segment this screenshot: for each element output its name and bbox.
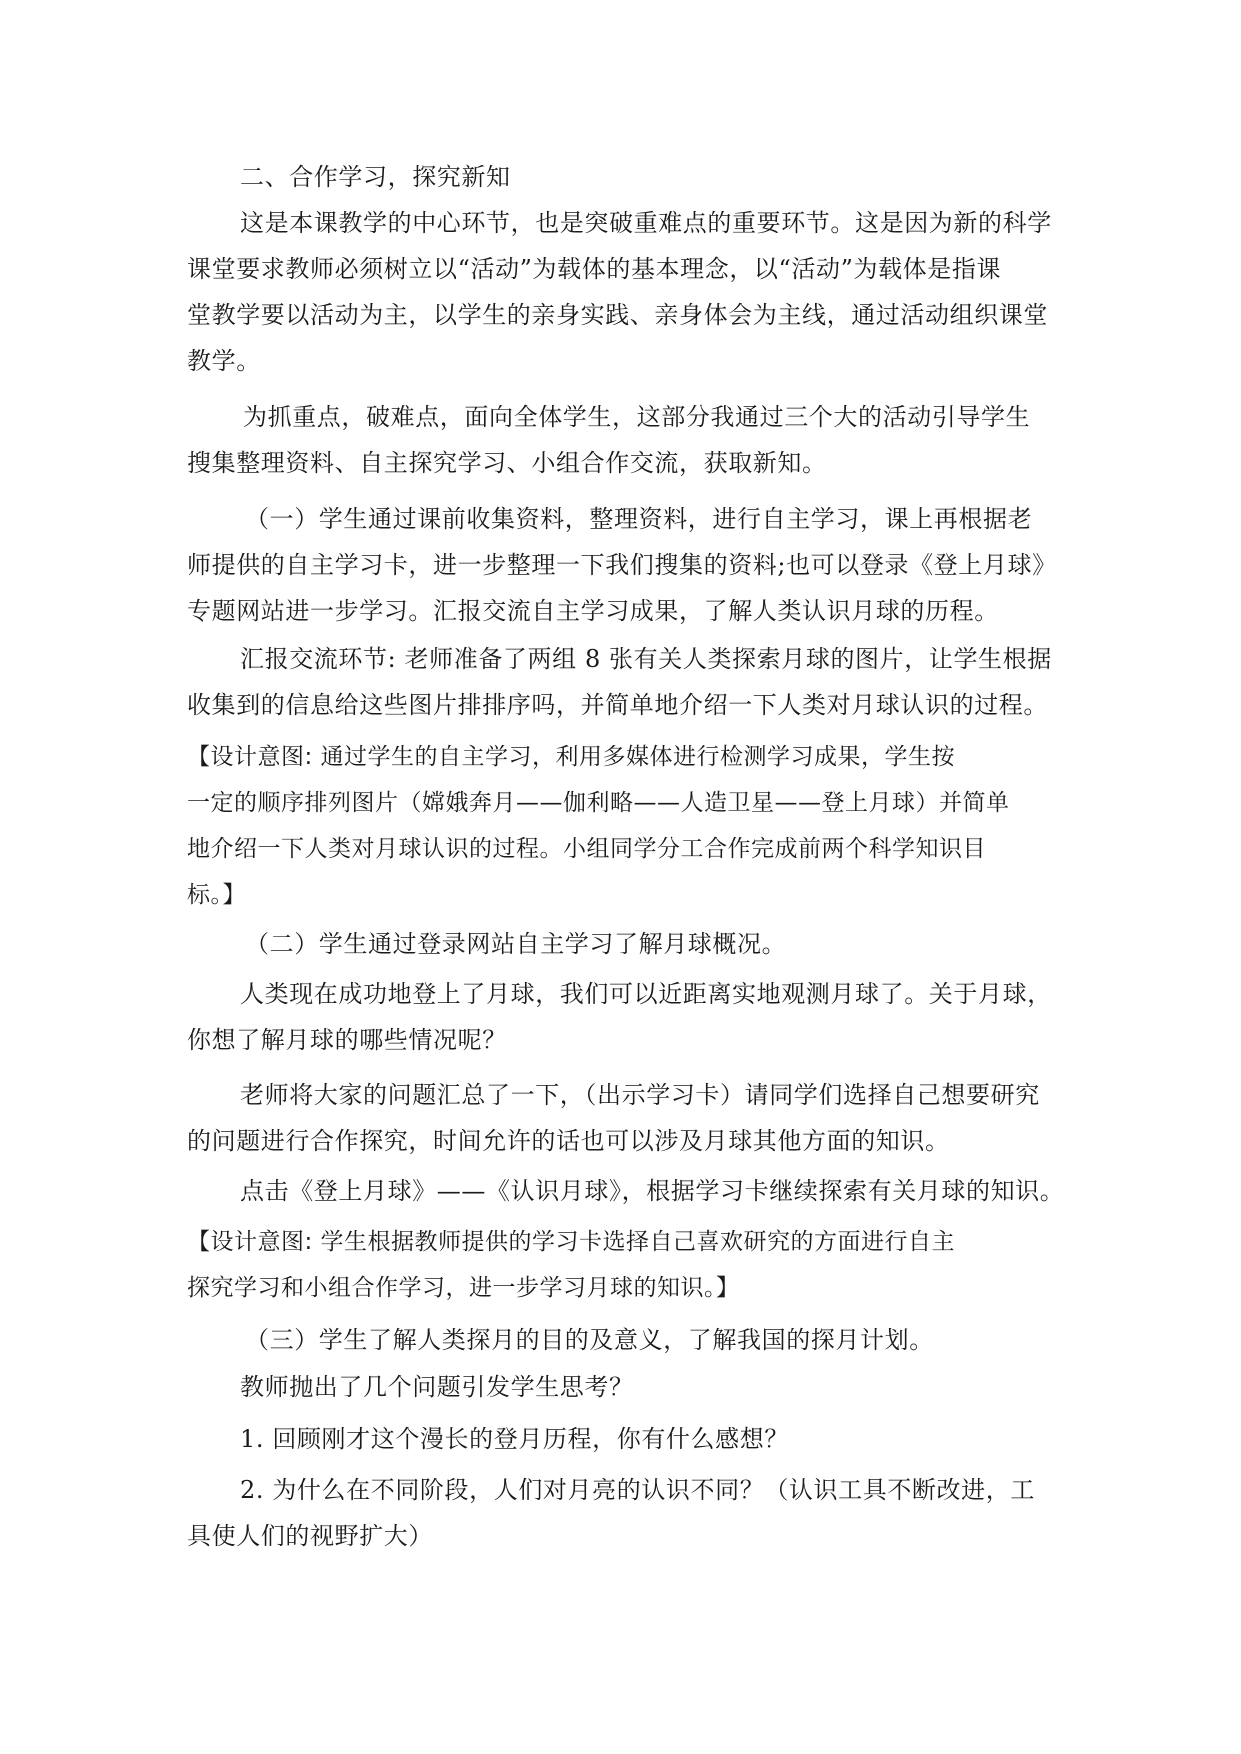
design-intent-2-line-1: 【设计意图: 学生根据教师提供的学习卡选择自己喜欢研究的方面进行自主: [187, 1229, 956, 1255]
question-2-line-2: 具使人们的视野扩大）: [187, 1522, 433, 1550]
section-heading: 二、合作学习，探究新知: [240, 163, 511, 191]
intro-line-2: 课堂要求教师必须树立以“活动”为载体的基本理念，以“活动”为载体是指课: [187, 255, 1002, 283]
focus-line-1: 为抓重点，破难点，面向全体学生，这部分我通过三个大的活动引导学生: [243, 403, 1031, 431]
design-intent-1-line-1: 【设计意图: 通过学生的自主学习，利用多媒体进行检测学习成果，学生按: [187, 744, 956, 770]
question-1: 1. 回顾刚才这个漫长的登月历程，你有什么感想？: [240, 1425, 789, 1453]
part1-line-1: （一）学生通过课前收集资料，整理资料，进行自主学习，课上再根据老: [245, 505, 1033, 533]
design-intent-1-line-4: 标。】: [187, 882, 246, 908]
part2-paragraph-3: 点击《登上月球》——《认识月球》，根据学习卡继续探索有关月球的知识。: [240, 1177, 1065, 1205]
part2-paragraph-1-line-2: 你想了解月球的哪些情况呢？: [187, 1026, 507, 1054]
part2-paragraph-2-line-2: 的问题进行合作探究，时间允许的话也可以涉及月球其他方面的知识。: [187, 1127, 950, 1155]
part2-paragraph-1-line-1: 人类现在成功地登上了月球，我们可以近距离实地观测月球了。关于月球，: [240, 980, 1052, 1008]
report-line-2: 收集到的信息给这些图片排排序吗，并简单地介绍一下人类对月球认识的过程。: [187, 691, 1048, 719]
design-intent-1-line-3: 地介绍一下人类对月球认识的过程。小组同学分工合作完成前两个科学知识目: [187, 836, 986, 862]
design-intent-2-line-2: 探究学习和小组合作学习，进一步学习月球的知识。】: [187, 1275, 740, 1301]
part1-line-3: 专题网站进一步学习。汇报交流自主学习成果，了解人类认识月球的历程。: [187, 597, 999, 625]
part2-heading: （二）学生通过登录网站自主学习了解月球概况。: [245, 930, 787, 958]
intro-line-1: 这是本课教学的中心环节，也是突破重难点的重要环节。这是因为新的科学: [240, 209, 1052, 237]
focus-line-2: 搜集整理资料、自主探究学习、小组合作交流，获取新知。: [187, 449, 827, 477]
part1-line-2: 师提供的自主学习卡，进一步整理一下我们搜集的资料;也可以登录《登上月球》: [187, 551, 1057, 579]
report-line-1: 汇报交流环节: 老师准备了两组 8 张有关人类探索月球的图片，让学生根据: [240, 645, 1052, 673]
part2-paragraph-2-line-1: 老师将大家的问题汇总了一下，（出示学习卡）请同学们选择自己想要研究: [240, 1081, 1040, 1109]
intro-line-4: 教学。: [187, 347, 261, 375]
question-2-line-1: 2. 为什么在不同阶段，人们对月亮的认识不同？（认识工具不断改进，工: [240, 1476, 1035, 1504]
design-intent-1-line-2: 一定的顺序排列图片（嫦娥奔月——伽利略——人造卫星——登上月球）并简单: [187, 790, 1010, 816]
part3-prompt: 教师抛出了几个问题引发学生思考？: [240, 1373, 634, 1401]
intro-line-3: 堂教学要以活动为主，以学生的亲身实践、亲身体会为主线，通过活动组织课堂: [187, 301, 1048, 329]
part3-heading: （三）学生了解人类探月的目的及意义，了解我国的探月计划。: [245, 1326, 934, 1354]
